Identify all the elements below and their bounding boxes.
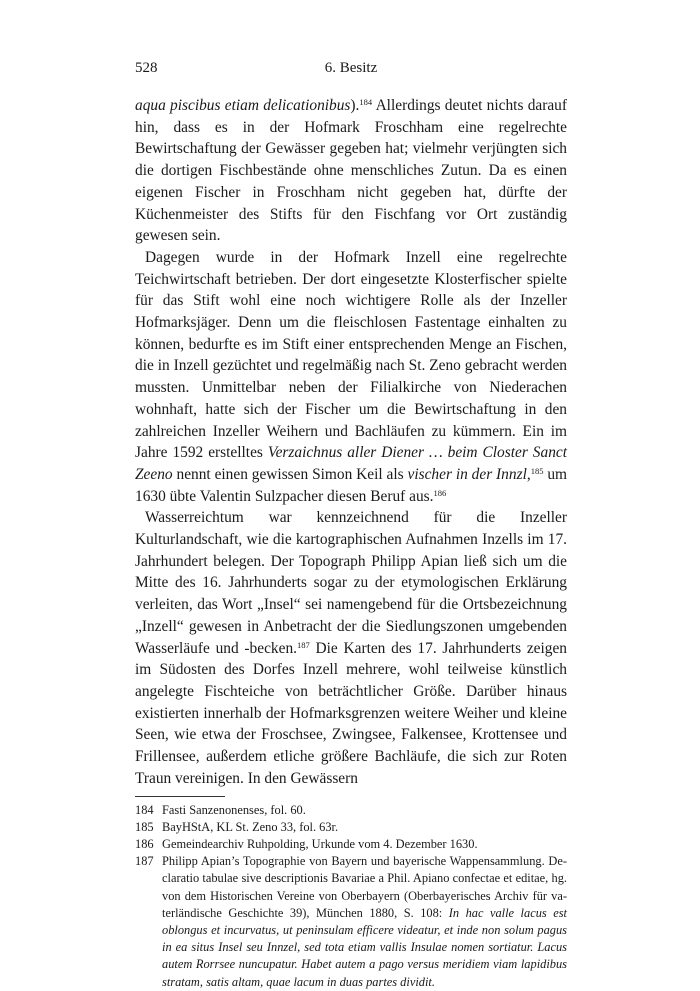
- footnote: [135, 836, 567, 853]
- footnote-reference: 187: [297, 639, 310, 650]
- text-run: Wasserreichtum war kennzeichnend für die Inzeller Kulturlandschaft, wie die kartographischen Aufnahmen Inzells im 17. Jahrhundert belegen. Der Topograph Philipp Apian ließ sich um die Mitte des 16. Jahrhunderts sogar zu der etymologischen Erklärung verleiten, das Wort „Insel“ sei namengebend für die Ortsbezeichnung „Inzell“ gewesen in Anbetracht der die Siedlungszonen umgebenden Wasserläufe und -becken.: [135, 509, 567, 657]
- footnote: [135, 802, 567, 819]
- footnote: [135, 853, 567, 991]
- text-run: Dagegen wurde in der Hofmark Inzell eine regelrechte Teichwirtschaft betrieben. Der dort eingesetzte Klosterfischer spielte für das Stift wohl eine noch wichtigere Rolle als der Inzeller Hofmarksjäger. Denn um die fleischlosen Fastentage einhalten zu können, bedurfte es im Stift einer entsprechenden Menge an Fischen, die in Inzell gezüchtet und regelmäßig nach St. Zeno gebracht werden mussten. Unmittelbar neben der Filialkirche von Niederachen wohnhaft, hatte sich der Fischer um die Bewirtschaftung in den zahlreichen Inzeller Weihern und Bachläufen zu kümmern. Ein im Jahre 1592 erstelltes: [135, 248, 567, 462]
- footnote-reference: 186: [433, 487, 447, 498]
- footnote-number: 184: [135, 802, 154, 817]
- text-run: um 1630 übte Valentin Sulzpacher diesen Beruf aus.: [135, 465, 567, 505]
- text-run: Die Karten des 17. Jahrhunderts zeigen im Südosten des Dorfes Inzell mehrere, wohl teilweise künstlich angelegte Fischteiche von beträchtlicher Größe. Darüber hinaus existierten innerhalb der Hofmarksgrenzen weitere Weiher und kleine Seen, wie etwa der Froschsee, Zwingsee, Falkensee, Krottensee und Frillensee, außerdem etliche größere Bachläufe, die sich zur Roten Traun vereinigen. In den Gewässern: [135, 639, 567, 787]
- italic-text: vischer in der Innzl: [407, 465, 527, 483]
- italic-text: Verzaichnus aller Diener … beim Closter Sanct Zeeno: [135, 444, 567, 483]
- book-page: [135, 58, 567, 991]
- footnote-number: 186: [135, 836, 154, 851]
- italic-text: In hac valle lacus est oblongus et incurvatus, ut peninsulam efficere videatur, et inde non solum pagus in ea situs Insel seu Innzel, sed tota etiam vallis Insulae nomen sortiatur. Lacus autem Rorrsee nuncupatur. Habet autem a pago versus meridiem viam lapidibus stratam, satis altam, quae lacum in duas partes dividit.: [162, 905, 567, 989]
- paragraph: [135, 507, 567, 789]
- text-run: Fasti Sanzenonenses, fol. 60.: [162, 802, 306, 817]
- page-number: 528: [135, 60, 158, 76]
- text-run: Philipp Apian’s Topographie von Bayern und bayerische Wappensammlung. Declaratio tabulae sive descriptionis Bavariae a Phil. Apiano confectae et editae, hg. von dem Historischen Vereine von Oberbayern (Oberbayerisches Archiv für vaterländische Geschichte 39), München 1880, S. 108:: [162, 854, 567, 920]
- text-run: Allerdings deutet nichts darauf hin, dass es in der Hofmark Froschham eine regelrechte Bewirtschaftung der Gewässer gegeben hat; vielmehr verjüngten sich die dortigen Fischbestände ohne menschliches Zutun. Da es einen eigenen Fischer in Froschham nicht gegeben hat, dürfte der Küchenmeister des Stifts für den Fischfang vor Ort zuständig gewesen sein.: [135, 97, 568, 245]
- text-run: Gemeindearchiv Ruhpolding, Urkunde vom 4. Dezember 1630.: [162, 836, 478, 851]
- body-text: [135, 95, 567, 790]
- footnotes: [135, 802, 567, 991]
- footnote: [135, 819, 567, 836]
- footnote-text: [162, 836, 567, 853]
- footnote-text: [162, 802, 567, 819]
- running-head: [135, 58, 567, 78]
- footnote-reference: 184: [359, 97, 373, 107]
- text-run: ,: [526, 465, 531, 483]
- italic-text: aqua piscibus etiam delicationibus: [135, 97, 351, 114]
- footnote-text: [162, 819, 567, 836]
- text-run: nennt einen gewissen Simon Keil als: [172, 465, 408, 483]
- paragraph: [135, 247, 567, 507]
- footnote-divider: [135, 796, 225, 797]
- footnote-text: [162, 853, 567, 991]
- footnote-number: 187: [135, 854, 154, 869]
- footnote-number: 185: [135, 819, 154, 834]
- footnote-reference: 185: [530, 465, 544, 476]
- paragraph: [135, 95, 567, 247]
- chapter-title: 6. Besitz: [324, 60, 378, 76]
- text-run: BayHStA, KL St. Zeno 33, fol. 63r.: [162, 819, 339, 834]
- text-run: ).: [350, 97, 360, 114]
